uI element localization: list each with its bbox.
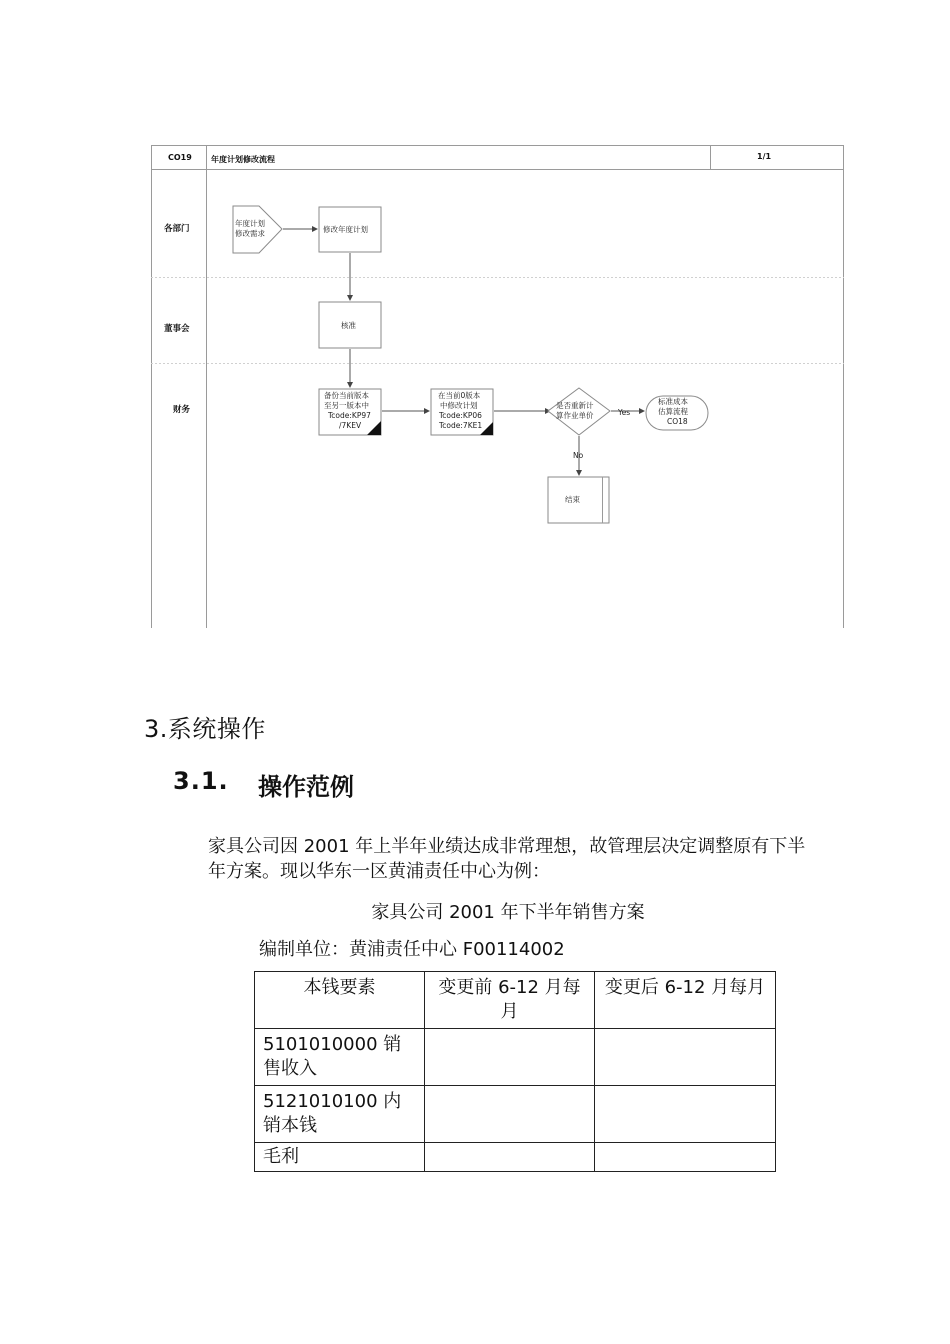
yes-label: Yes (618, 408, 631, 417)
svg-text:算作业单价: 算作业单价 (556, 411, 594, 420)
approve-node (319, 302, 381, 348)
column-header: 本钱要素 (255, 972, 425, 1029)
compiling-unit: 编制单位：黄浦责任中心 F00114002 (259, 939, 565, 960)
svg-text:标准成本: 标准成本 (658, 397, 688, 406)
subsection-title: 操作范例 (258, 773, 354, 801)
std-cost-node (646, 396, 708, 430)
table-cell (425, 1143, 595, 1172)
modify-plan-node (319, 207, 381, 252)
svg-text:Tcode:KP06: Tcode:KP06 (439, 411, 482, 420)
lane-departments: 各部门 (164, 224, 190, 234)
svg-text:至另一版本中: 至另一版本中 (324, 401, 369, 410)
start-node (233, 206, 282, 253)
column-header: 变更前 6-12 月每月 (425, 972, 595, 1029)
table-header-row (255, 972, 776, 1029)
table-caption: 家具公司 2001 年下半年销售方案 (371, 902, 645, 923)
table-cell: 5101010000 销售收入 (255, 1029, 425, 1086)
table-cell: 5121010100 内销本钱 (255, 1086, 425, 1143)
column-header: 变更后 6-12 月每月 (595, 972, 776, 1029)
lane-finance: 财务 (173, 405, 191, 415)
lane-board: 董事会 (164, 324, 190, 334)
svg-text:年度计划: 年度计划 (235, 219, 265, 228)
backup-version-node (319, 389, 381, 435)
table-cell (425, 1029, 595, 1086)
svg-text:结束: 结束 (565, 495, 580, 504)
section-number: 3. (144, 715, 168, 743)
decision-node (548, 388, 610, 435)
table-cell (595, 1086, 776, 1143)
svg-text:备份当前版本: 备份当前版本 (324, 391, 369, 400)
section-title: 系统操作 (167, 715, 266, 743)
table-cell (595, 1029, 776, 1086)
subsection-number: 3.1. (173, 767, 229, 795)
end-node (548, 477, 609, 523)
flowchart (151, 145, 844, 628)
flowchart-title: 年度计划修改流程 (211, 155, 275, 164)
flowchart-page: 1/1 (757, 152, 772, 161)
svg-text:Tcode:KP97: Tcode:KP97 (328, 411, 371, 420)
svg-text:/7KEV: /7KEV (339, 421, 362, 430)
table-row (255, 1143, 776, 1172)
table-row (255, 1086, 776, 1143)
svg-text:CO18: CO18 (667, 417, 688, 426)
intro-paragraph: 家具公司因 2001 年上半年业绩达成非常理想，故管理层决定调整原有下半年方案。现以华东一区黄浦责任中心为例： (208, 836, 806, 882)
no-label: No (573, 451, 584, 460)
svg-text:估算流程: 估算流程 (658, 407, 688, 416)
svg-text:在当前0版本: 在当前0版本 (438, 391, 481, 400)
cost-table (254, 971, 776, 1172)
section-heading (144, 709, 266, 744)
table-row (255, 1029, 776, 1086)
svg-text:Tcode:7KE1: Tcode:7KE1 (439, 421, 483, 430)
edit-plan-node (431, 389, 493, 435)
flowchart-code: CO19 (168, 153, 192, 162)
svg-text:修改年度计划: 修改年度计划 (323, 225, 368, 234)
table-cell (425, 1086, 595, 1143)
svg-text:修改需求: 修改需求 (235, 229, 265, 238)
svg-text:中修改计划: 中修改计划 (440, 401, 478, 410)
svg-text:是否重新计: 是否重新计 (556, 401, 594, 410)
table-cell: 毛利 (255, 1143, 425, 1172)
table-cell (595, 1143, 776, 1172)
svg-text:核准: 核准 (341, 321, 356, 330)
